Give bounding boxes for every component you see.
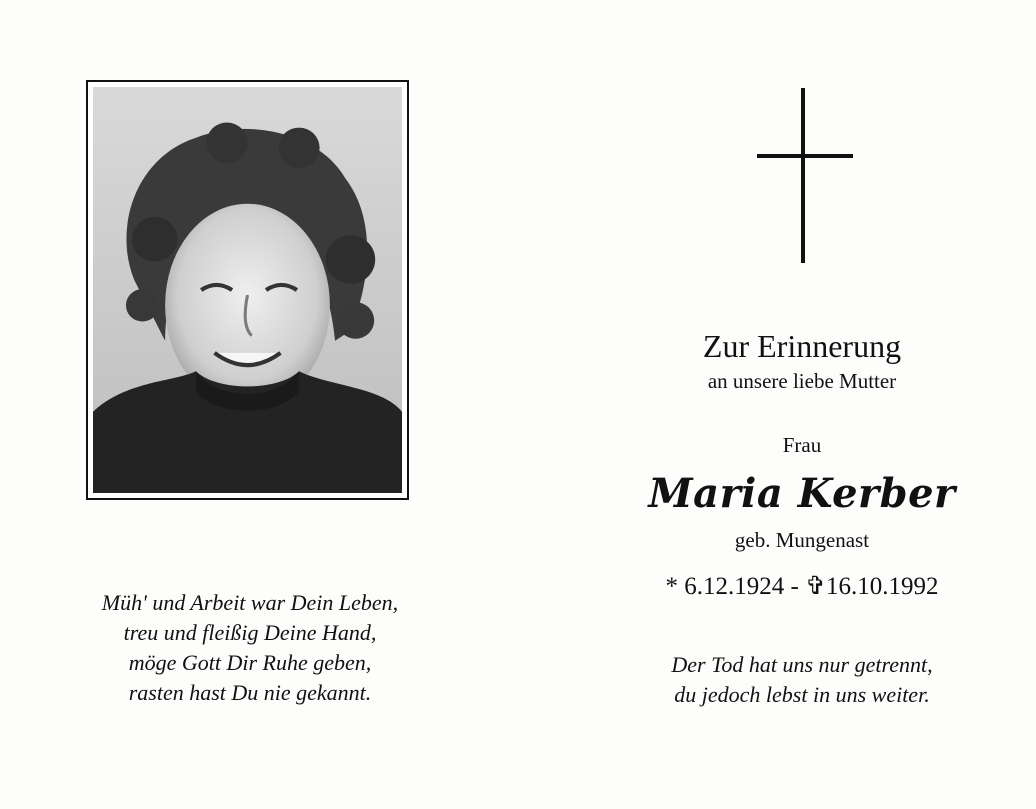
salutation: Frau xyxy=(782,433,822,457)
portrait-frame xyxy=(86,80,409,500)
verse-right-line: Der Tod hat uns nur getrennt, xyxy=(671,652,933,677)
verse-left-line: rasten hast Du nie gekannt. xyxy=(128,680,372,705)
birth-date: 6.12.1924 xyxy=(684,573,785,600)
life-dates xyxy=(602,571,1002,603)
heading: Zur Erinnerung xyxy=(702,328,902,364)
verse-left-line: Müh' und Arbeit war Dein Leben, xyxy=(101,590,399,615)
verse-left-line: treu und fleißig Deine Hand, xyxy=(123,620,377,645)
verse-right xyxy=(602,650,1002,710)
verse-left xyxy=(0,588,500,708)
birth-symbol: * xyxy=(665,573,678,600)
latin-cross-icon xyxy=(757,88,853,263)
subheading: an unsere liebe Mutter xyxy=(707,369,897,393)
date-separator: - xyxy=(790,573,799,600)
verse-right-line: du jedoch lebst in uns weiter. xyxy=(674,682,930,707)
verse-left-line: möge Gott Dir Ruhe geben, xyxy=(128,650,372,675)
portrait-photo xyxy=(93,87,402,493)
maiden-name: geb. Mungenast xyxy=(734,528,870,552)
deceased-name: Maria Kerber xyxy=(648,470,956,517)
death-cross-icon: ✞ xyxy=(805,573,827,600)
death-date: 16.10.1992 xyxy=(826,573,939,600)
